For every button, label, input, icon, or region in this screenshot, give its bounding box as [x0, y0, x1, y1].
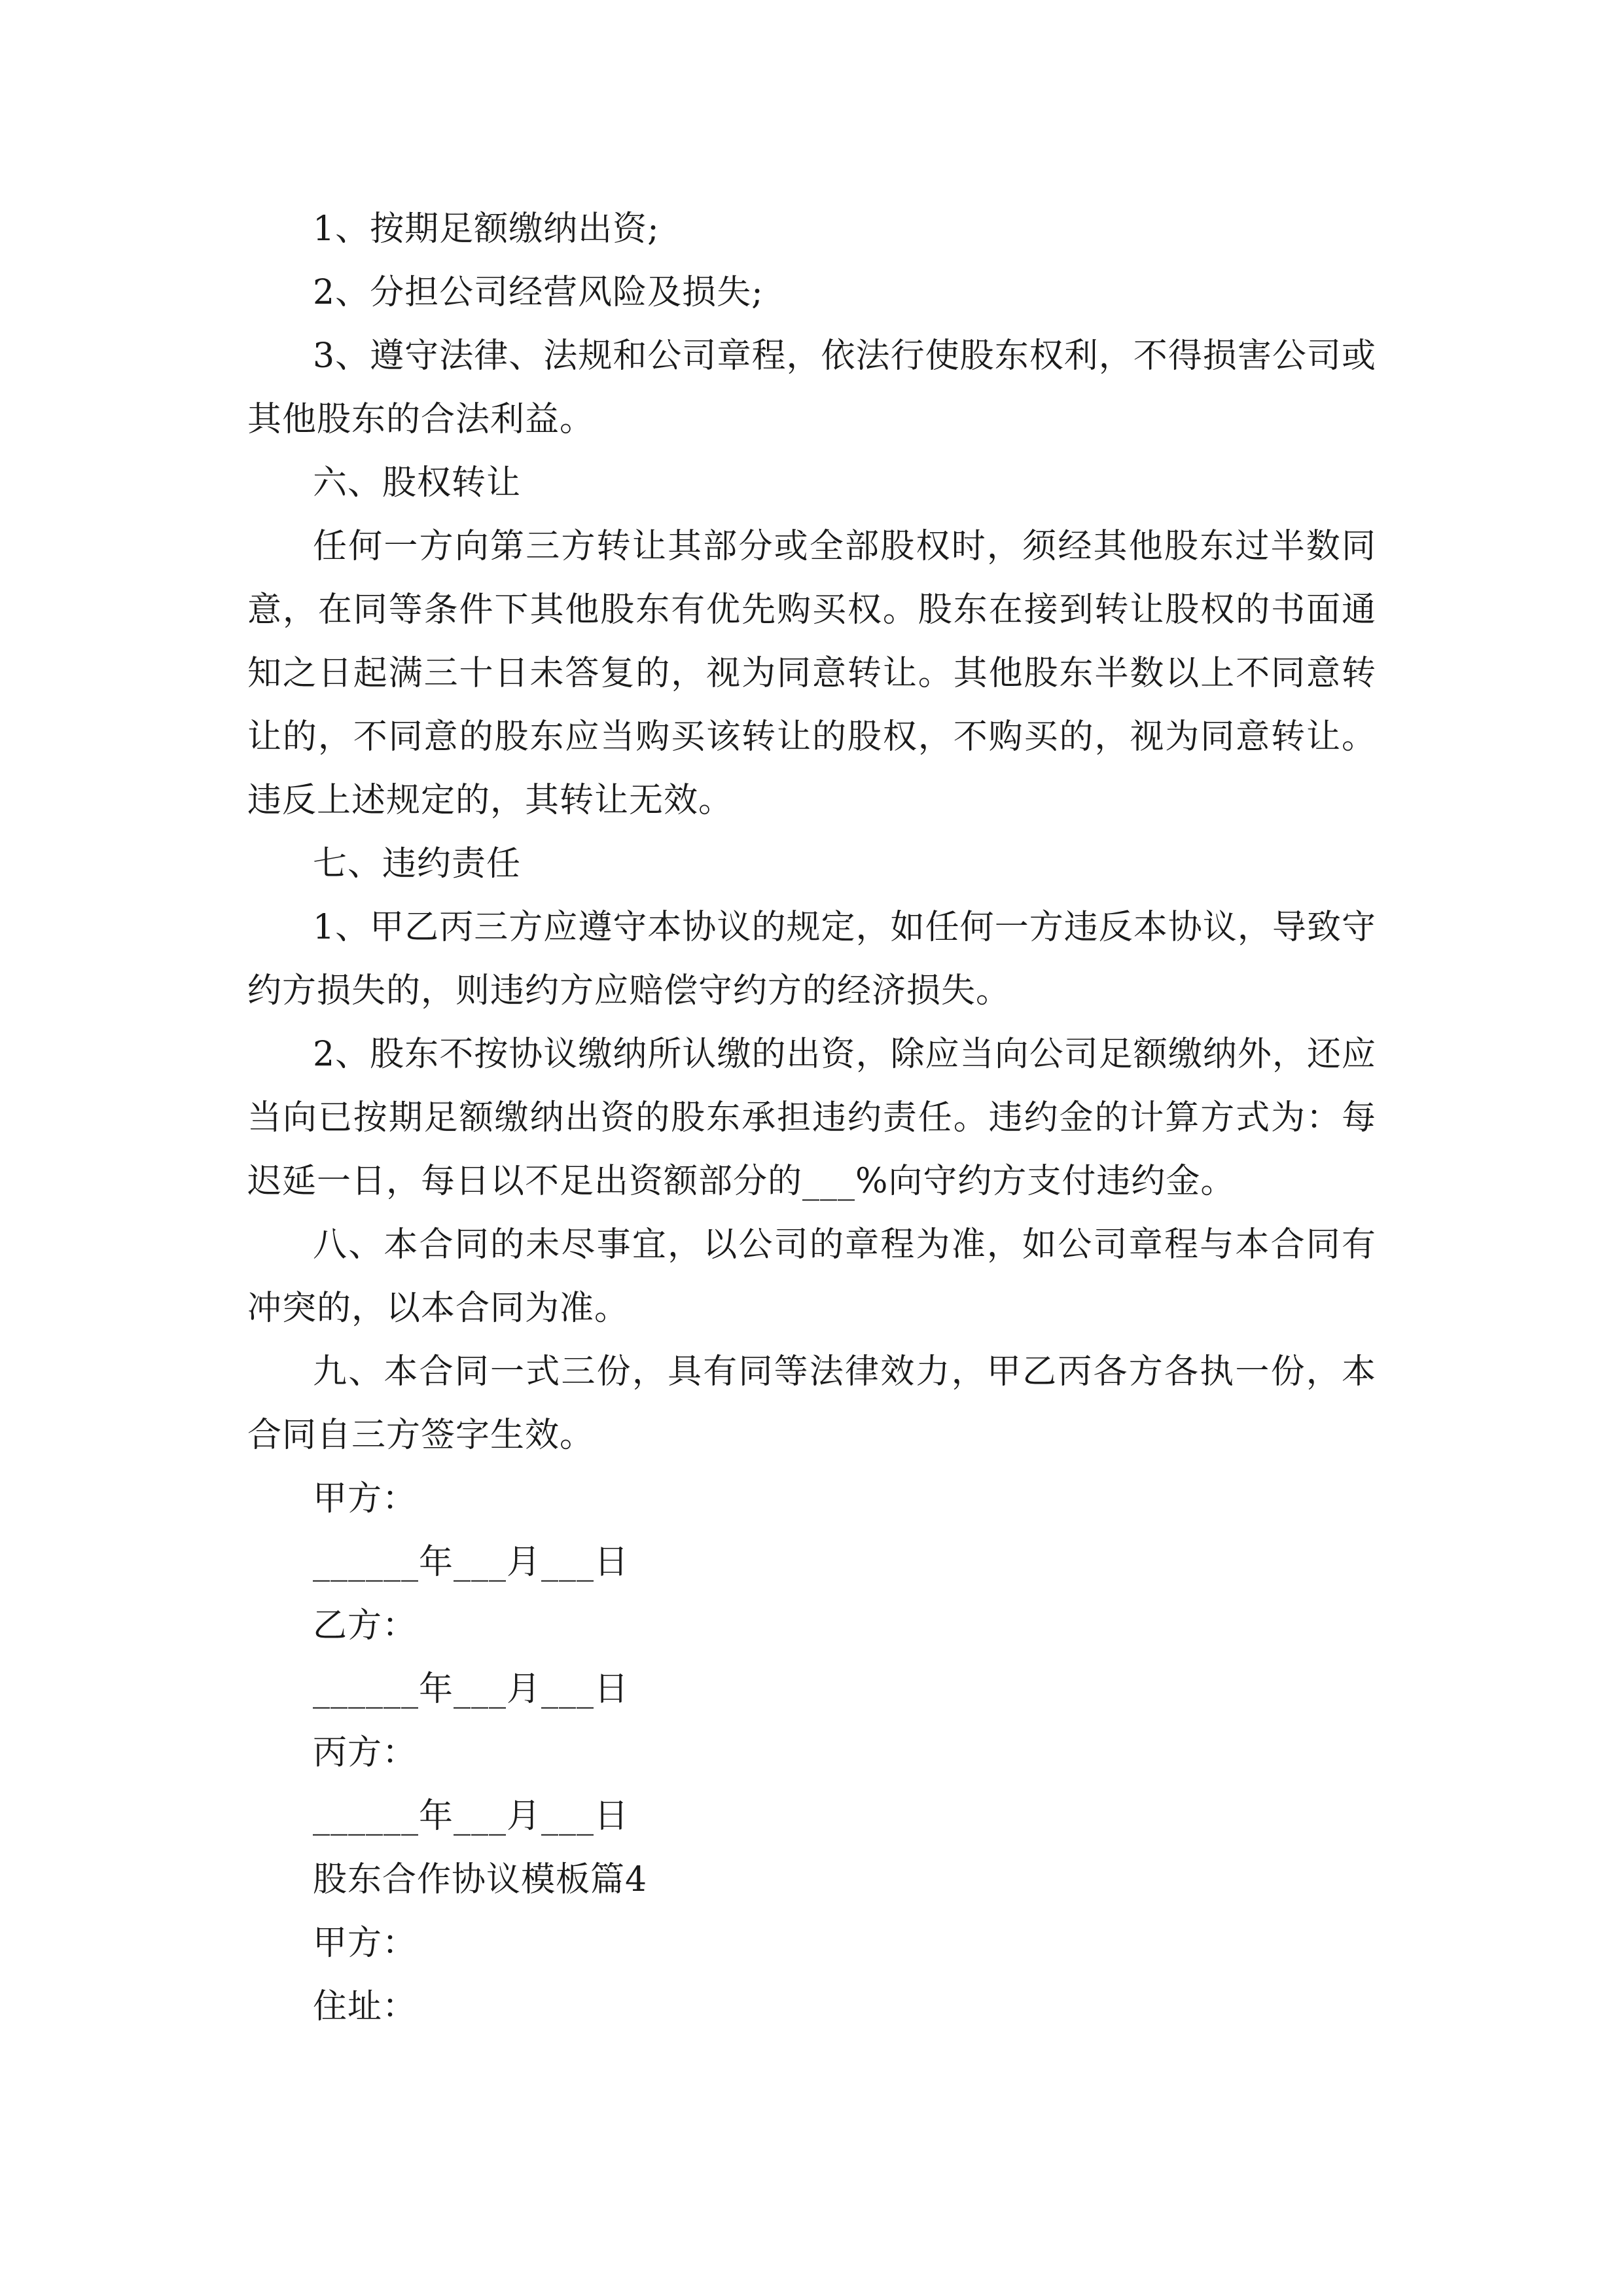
next-section-title: 股东合作协议模板篇4 [313, 1860, 648, 1899]
clause-obligation-1: 1、按期足额缴纳出资; [313, 209, 660, 249]
signature-party-a: 甲方： [313, 1479, 418, 1518]
clause-equity-transfer: 任何一方向第三方转让其部分或全部股权时，须经其他股东过半数同意，在同等条件下其他股东有优先购买权。股东在接到转让股权的书面通知之日起满三十日未答复的，视为同意转让。其他股东半数以上不同意转让的，不同意的股东应当购买该转让的股权，不购买的，视为同意转让。违反上述规定的，其转让无效。 [247, 527, 1376, 820]
section-heading-equity-transfer: 六、股权转让 [313, 463, 522, 503]
signature-date-a: ______年___月___日 [313, 1543, 630, 1582]
signature-date-c: ______年___月___日 [313, 1797, 630, 1836]
address-label: 住址： [313, 1987, 418, 2026]
clause-obligation-2: 2、分担公司经营风险及损失; [313, 273, 764, 312]
signature-party-c: 丙方： [313, 1733, 418, 1772]
clause-supplementary: 八、本合同的未尽事宜，以公司的章程为准，如公司章程与本合同有冲突的，以本合同为准。 [247, 1225, 1376, 1328]
clause-obligation-3: 3、遵守法律、法规和公司章程，依法行使股东权利，不得损害公司或其他股东的合法利益。 [247, 336, 1376, 439]
document-body [247, 198, 1376, 2039]
signature-party-b: 乙方： [313, 1606, 418, 1645]
clause-breach-2: 2、股东不按协议缴纳所认缴的出资，除应当向公司足额缴纳外，还应当向已按期足额缴纳出资的股东承担违约责任。违约金的计算方式为：每迟延一日，每日以不足出资额部分的___%向守约方支付违约金。 [247, 1035, 1376, 1201]
section-heading-breach: 七、违约责任 [313, 844, 522, 884]
next-party-label: 甲方： [313, 1924, 418, 1963]
clause-copies: 九、本合同一式三份，具有同等法律效力，甲乙丙各方各执一份，本合同自三方签字生效。 [247, 1352, 1376, 1455]
signature-date-b: ______年___月___日 [313, 1670, 630, 1709]
clause-breach-1: 1、甲乙丙三方应遵守本协议的规定，如任何一方违反本协议，导致守约方损失的，则违约方应赔偿守约方的经济损失。 [247, 908, 1376, 1011]
